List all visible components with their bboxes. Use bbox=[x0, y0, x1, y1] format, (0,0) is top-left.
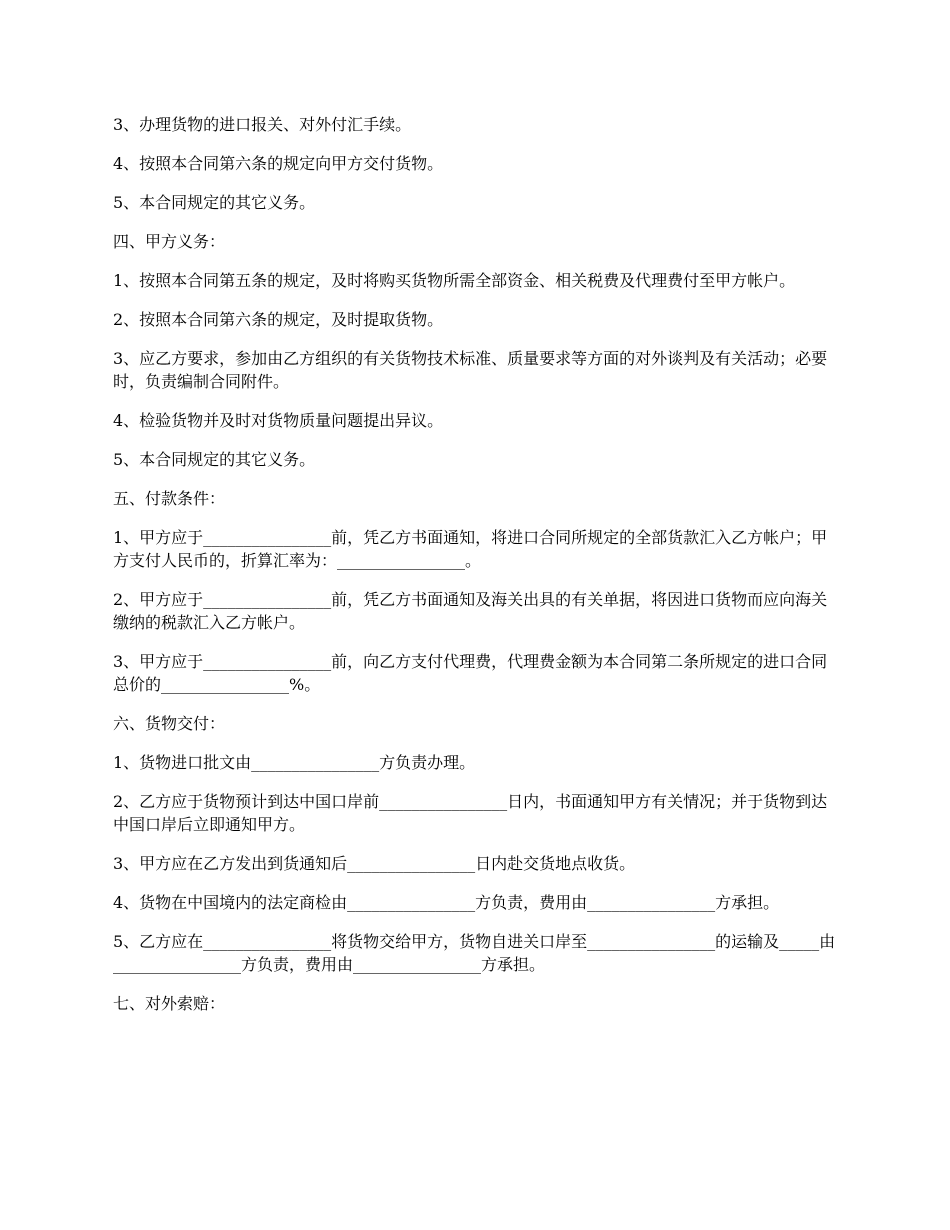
section-heading: 五、付款条件： bbox=[113, 489, 226, 508]
paragraph: 3、甲方应于________________前，向乙方支付代理费，代理费金额为本合同第二条所规定的进口合同总价的________________%。 bbox=[113, 652, 828, 694]
paragraph: 1、按照本合同第五条的规定，及时将购买货物所需全部资金、相关税费及代理费付至甲方帐户。 bbox=[113, 271, 796, 290]
section-heading: 四、甲方义务： bbox=[113, 232, 226, 251]
paragraph: 5、本合同规定的其它义务。 bbox=[113, 450, 316, 469]
paragraph: 1、货物进口批文由________________方负责办理。 bbox=[113, 753, 476, 772]
paragraph: 5、乙方应在________________将货物交给甲方，货物自进关口岸至________________的运输及_____由________________方负责，费用由________________方承担。 bbox=[113, 932, 836, 974]
paragraph: 5、本合同规定的其它义务。 bbox=[113, 193, 316, 212]
document-page bbox=[113, 113, 840, 1031]
section-heading: 六、货物交付： bbox=[113, 714, 226, 733]
paragraph: 2、按照本合同第六条的规定，及时提取货物。 bbox=[113, 310, 444, 329]
paragraph: 2、甲方应于________________前，凭乙方书面通知及海关出具的有关单据，将因进口货物而应向海关缴纳的税款汇入乙方帐户。 bbox=[113, 590, 828, 632]
paragraph: 3、应乙方要求，参加由乙方组织的有关货物技术标准、质量要求等方面的对外谈判及有关活动；必要时，负责编制合同附件。 bbox=[113, 349, 828, 391]
section-heading: 七、对外索赔： bbox=[113, 994, 226, 1013]
paragraph: 4、按照本合同第六条的规定向甲方交付货物。 bbox=[113, 154, 444, 173]
paragraph: 4、货物在中国境内的法定商检由________________方负责，费用由________________方承担。 bbox=[113, 893, 780, 912]
paragraph: 3、办理货物的进口报关、对外付汇手续。 bbox=[113, 115, 412, 134]
paragraph: 2、乙方应于货物预计到达中国口岸前________________日内，书面通知甲方有关情况；并于货物到达中国口岸后立即通知甲方。 bbox=[113, 792, 828, 834]
paragraph: 3、甲方应在乙方发出到货通知后________________日内赴交货地点收货。 bbox=[113, 854, 636, 873]
paragraph: 4、检验货物并及时对货物质量问题提出异议。 bbox=[113, 411, 444, 430]
paragraph: 1、甲方应于________________前，凭乙方书面通知，将进口合同所规定的全部货款汇入乙方帐户；甲方支付人民币的，折算汇率为：________________。 bbox=[113, 528, 828, 570]
